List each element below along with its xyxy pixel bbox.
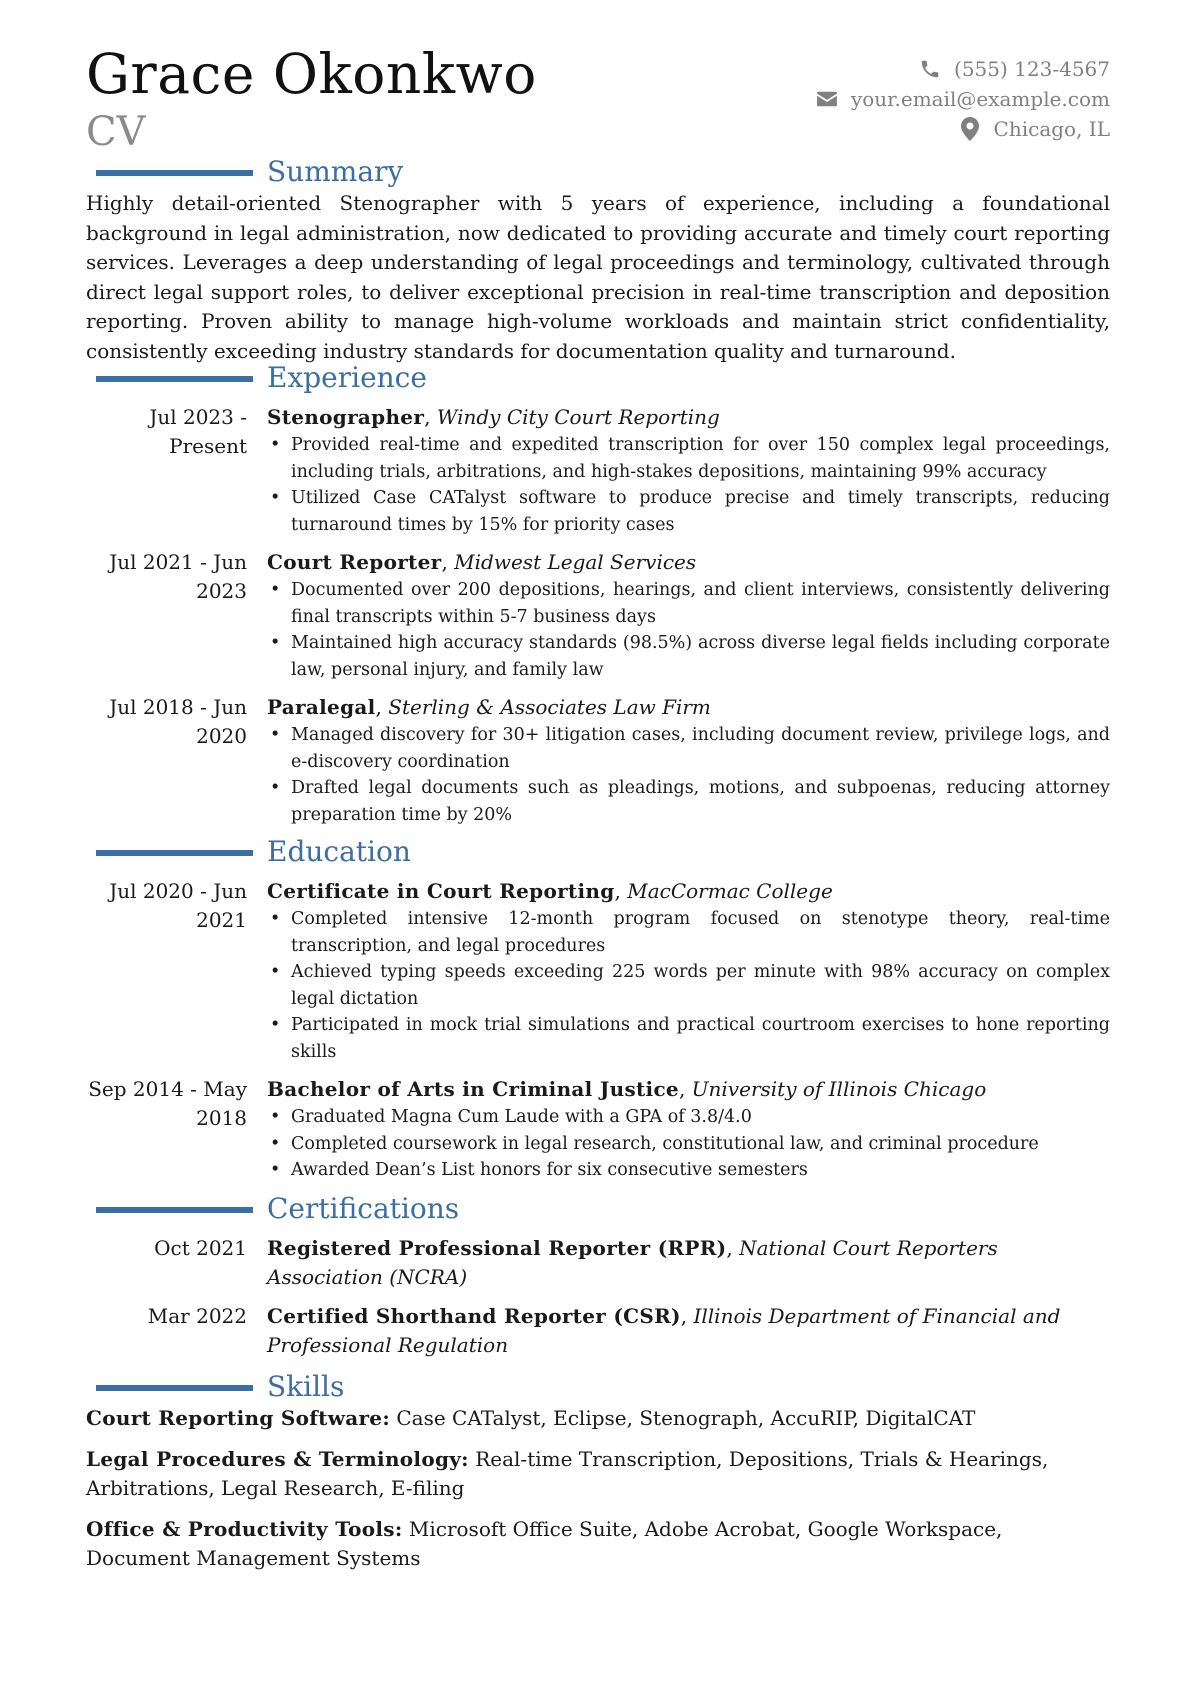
entry-date: Mar 2022 bbox=[147, 1304, 247, 1328]
list-item: • Completed intensive 12-month program focused on stenotype theory, real-time transcription, and legal procedures bbox=[267, 906, 1110, 959]
entry-certification: Registered Professional Reporter (RPR) bbox=[267, 1236, 727, 1260]
skill-group bbox=[86, 1445, 1110, 1503]
experience-entry: Jul 2021 - Jun 2023 Court Reporter, Midwest Legal Services • Documented over 200 depositions, hearings, and client interviews, consistently delivering final transcripts within 5-7 business days • Maintained high accuracy standards (98.5%) across diverse legal fields including corporate law, personal injury, and family law bbox=[86, 548, 1110, 683]
entry-date: Oct 2021 bbox=[154, 1236, 247, 1260]
entry-issuer: National Court Reporters Association (NCRA) bbox=[267, 1236, 998, 1289]
entry-org: Windy City Court Reporting bbox=[436, 405, 720, 429]
entry-org: Midwest Legal Services bbox=[454, 550, 697, 574]
skill-value: Microsoft Office Suite, Adobe Acrobat, Google Workspace, Document Management Systems bbox=[86, 1517, 1003, 1570]
list-item: • Achieved typing speeds exceeding 225 words per minute with 98% accuracy on complex legal dictation bbox=[267, 959, 1110, 1012]
certification-entry: Mar 2022 Certified Shorthand Reporter (CSR), Illinois Department of Financial and Professional Regulation bbox=[86, 1302, 1110, 1360]
entry-school: MacCormac College bbox=[627, 879, 833, 903]
entry-org: Sterling & Associates Law Firm bbox=[388, 695, 711, 719]
certification-entry: Oct 2021 Registered Professional Reporter (RPR), National Court Reporters Association (NCRA) bbox=[86, 1234, 1110, 1292]
skill-label: Court Reporting Software: bbox=[86, 1406, 391, 1430]
section-heading bbox=[86, 1192, 1110, 1226]
section-rule bbox=[96, 850, 253, 856]
education-entry: Sep 2014 - May 2018 Bachelor of Arts in Criminal Justice, University of Illinois Chicago • Graduated Magna Cum Laude with a GPA of 3.8/4.0 • Completed coursework in legal research, constitutional law, and criminal procedure • Awarded Dean’s List honors for six consecutive semesters bbox=[86, 1075, 1110, 1184]
list-item: • Drafted legal documents such as pleadings, motions, and subpoenas, reducing attorney preparation time by 20% bbox=[267, 775, 1110, 828]
section-title: Summary bbox=[267, 155, 404, 188]
certifications-section bbox=[86, 1192, 1110, 1370]
location-text: Chicago, IL bbox=[993, 117, 1110, 141]
entry-date: Jul 2018 - Jun 2020 bbox=[109, 695, 247, 748]
list-item: • Provided real-time and expedited transcription for over 150 complex legal proceedings, including trials, arbitrations, and high-stakes depositions, maintaining 99% accuracy bbox=[267, 432, 1110, 485]
list-item: • Documented over 200 depositions, hearings, and client interviews, consistently delivering final transcripts within 5-7 business days bbox=[267, 577, 1110, 630]
section-rule bbox=[96, 376, 253, 382]
entry-role: Stenographer bbox=[267, 405, 425, 429]
section-title: Skills bbox=[267, 1370, 345, 1403]
experience-entry: Jul 2018 - Jun 2020 Paralegal, Sterling & Associates Law Firm • Managed discovery for 30+ litigation cases, including document review, privilege logs, and e-discovery coordination • Drafted legal documents such as pleadings, motions, and subpoenas, reducing attorney preparation time by 20% bbox=[86, 693, 1110, 828]
summary-section bbox=[86, 155, 1110, 386]
skill-group bbox=[86, 1404, 1110, 1433]
skill-label: Office & Productivity Tools: bbox=[86, 1517, 403, 1541]
certifications-list bbox=[86, 1234, 1110, 1360]
section-rule bbox=[96, 1207, 253, 1213]
contact-location bbox=[815, 114, 1110, 144]
section-heading bbox=[86, 361, 1110, 395]
skill-value: Real-time Transcription, Depositions, Trials & Hearings, Arbitrations, Legal Research, E-filing bbox=[86, 1447, 1049, 1500]
entry-issuer: Illinois Department of Financial and Professional Regulation bbox=[267, 1304, 1061, 1357]
skill-value: Case CATalyst, Eclipse, Stenograph, AccuRIP, DigitalCAT bbox=[396, 1406, 976, 1430]
section-heading bbox=[86, 155, 1110, 189]
contact-phone bbox=[815, 54, 1110, 84]
skill-group bbox=[86, 1515, 1110, 1573]
entry-degree: Bachelor of Arts in Criminal Justice bbox=[267, 1077, 679, 1101]
section-heading bbox=[86, 1370, 1110, 1404]
experience-section bbox=[86, 361, 1110, 838]
education-entry: Jul 2020 - Jun 2021 Certificate in Court Reporting, MacCormac College • Completed intensive 12-month program focused on stenotype theory, real-time transcription, and legal procedures • Achieved typing speeds exceeding 225 words per minute with 98% accuracy on complex legal dictation • Participated in mock trial simulations and practical courtroom exercises to hone reporting skills bbox=[86, 877, 1110, 1065]
list-item: • Awarded Dean’s List honors for six consecutive semesters bbox=[267, 1157, 1110, 1184]
list-item: • Maintained high accuracy standards (98.5%) across diverse legal fields including corporate law, personal injury, and family law bbox=[267, 630, 1110, 683]
section-heading bbox=[86, 835, 1110, 869]
section-rule bbox=[96, 170, 253, 176]
list-item: • Completed coursework in legal research, constitutional law, and criminal procedure bbox=[267, 1131, 1110, 1158]
list-item: • Participated in mock trial simulations and practical courtroom exercises to hone reporting skills bbox=[267, 1012, 1110, 1065]
envelope-icon bbox=[815, 87, 839, 111]
section-rule bbox=[96, 1385, 253, 1391]
experience-list bbox=[86, 403, 1110, 828]
contact-email[interactable] bbox=[815, 84, 1110, 114]
map-pin-icon bbox=[958, 117, 982, 141]
contact-info bbox=[815, 54, 1110, 144]
entry-role: Paralegal bbox=[267, 695, 376, 719]
skills-list bbox=[86, 1404, 1110, 1573]
entry-date: Sep 2014 - May 2018 bbox=[88, 1077, 247, 1130]
list-item: • Managed discovery for 30+ litigation cases, including document review, privilege logs, and e-discovery coordination bbox=[267, 722, 1110, 775]
email-text[interactable]: your.email@example.com bbox=[850, 87, 1110, 111]
entry-date: Jul 2020 - Jun 2021 bbox=[109, 879, 247, 932]
section-title: Experience bbox=[267, 361, 427, 394]
list-item: • Graduated Magna Cum Laude with a GPA of 3.8/4.0 bbox=[267, 1104, 1110, 1131]
entry-school: University of Illinois Chicago bbox=[691, 1077, 987, 1101]
phone-icon bbox=[918, 57, 942, 81]
summary-text: Highly detail-oriented Stenographer with 5 years of experience, including a foundational background in legal administration, now dedicated to providing accurate and timely court reporting services. Leverages a deep understanding of legal proceedings and terminology, cultivated through direct legal support roles, to deliver exceptional precision in real-time transcription and deposition reporting. Proven ability to manage high-volume workloads and maintain strict confidentiality, consistently exceeding industry standards for documentation quality and turnaround. bbox=[86, 191, 1110, 363]
entry-role: Court Reporter bbox=[267, 550, 442, 574]
phone-text: (555) 123-4567 bbox=[954, 57, 1110, 81]
education-list bbox=[86, 877, 1110, 1184]
person-name: Grace Okonkwo bbox=[86, 42, 537, 106]
document-subtitle: CV bbox=[86, 109, 146, 155]
education-section bbox=[86, 835, 1110, 1194]
experience-entry: Jul 2023 - Present Stenographer, Windy City Court Reporting • Provided real-time and expedited transcription for over 150 complex legal proceedings, including trials, arbitrations, and high-stakes depositions, maintaining 99% accuracy • Utilized Case CATalyst software to produce precise and timely transcripts, reducing turnaround times by 15% for priority cases bbox=[86, 403, 1110, 538]
entry-degree: Certificate in Court Reporting bbox=[267, 879, 615, 903]
list-item: • Utilized Case CATalyst software to produce precise and timely transcripts, reducing turnaround times by 15% for priority cases bbox=[267, 485, 1110, 538]
section-title: Certifications bbox=[267, 1192, 460, 1225]
skills-section bbox=[86, 1370, 1110, 1585]
skill-label: Legal Procedures & Terminology: bbox=[86, 1447, 469, 1471]
entry-date: Jul 2021 - Jun 2023 bbox=[109, 550, 247, 603]
entry-date: Jul 2023 - Present bbox=[149, 405, 247, 458]
section-title: Education bbox=[267, 835, 411, 868]
entry-certification: Certified Shorthand Reporter (CSR) bbox=[267, 1304, 681, 1328]
